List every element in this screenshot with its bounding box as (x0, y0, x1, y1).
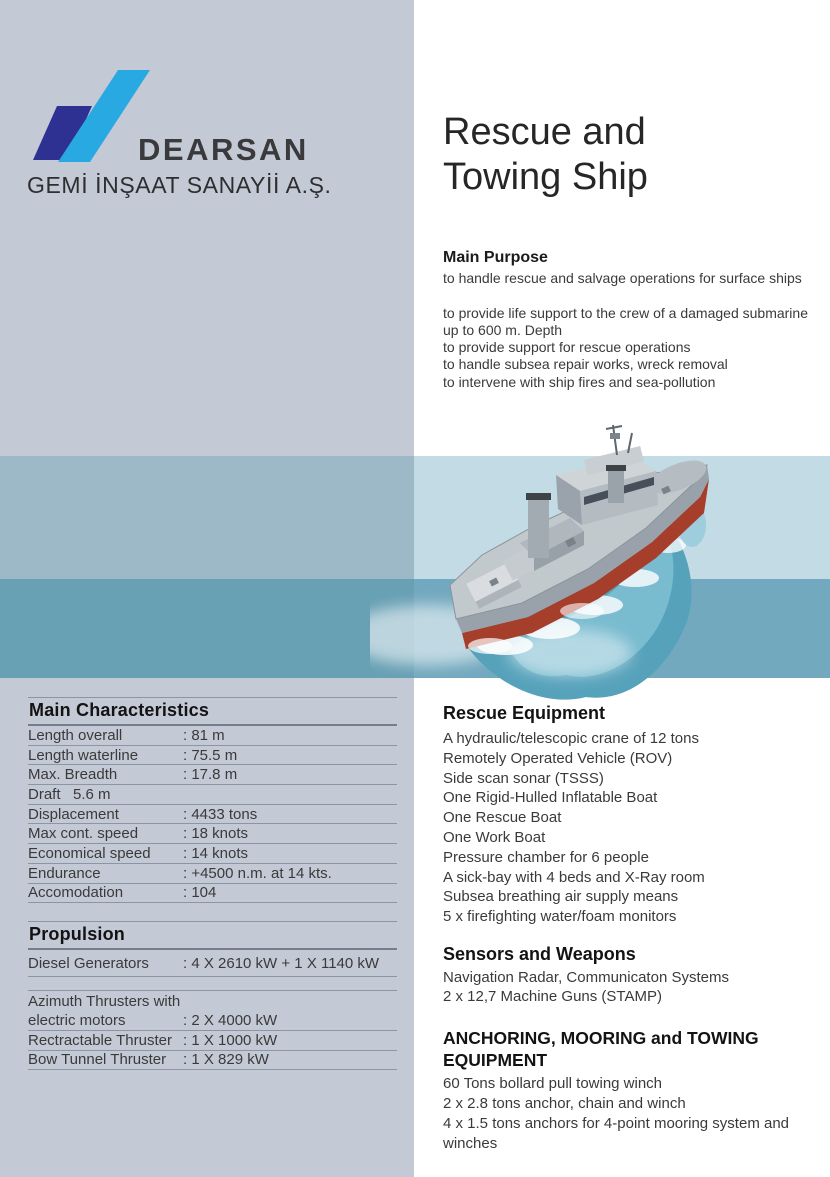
spec-label: Accomodation (28, 884, 124, 902)
spec-label: Draft 5.6 m (28, 785, 111, 803)
spec-label: Max. Breadth (28, 766, 118, 784)
purpose-line: to handle rescue and salvage operations for surface ships (443, 270, 802, 286)
spec-label: Bow Tunnel Thruster (28, 1051, 167, 1069)
main-purpose-lines (443, 270, 827, 391)
thrusters-rows (28, 990, 397, 1070)
main-purpose-section (443, 249, 827, 391)
spec-value: : 17.8 m (183, 766, 238, 784)
specifications-column (28, 697, 397, 1070)
equipment-column (443, 697, 827, 1154)
table-row (28, 765, 397, 785)
spec-value: : 2 X 4000 kW (183, 1012, 278, 1030)
list-item: Side scan sonar (TSSS) (443, 769, 604, 787)
list-item: One Rescue Boat (443, 809, 562, 827)
page-title-line1: Rescue and (443, 111, 646, 153)
table-row (28, 824, 397, 844)
table-gap (28, 977, 397, 990)
spec-value: : 4 X 2610 kW + 1 X 1140 kW (183, 954, 380, 972)
list-item: 2 x 12,7 Machine Guns (STAMP) (443, 988, 662, 1006)
spec-value: : +4500 n.m. at 14 kts. (183, 864, 332, 882)
purpose-line: to provide life support to the crew of a damaged submarine (443, 304, 808, 321)
spec-label: Length overall (28, 726, 123, 744)
sensors-weapons-list (443, 968, 827, 1007)
hero-band-lower-left (0, 579, 414, 678)
propulsion-heading: Propulsion (28, 921, 397, 950)
table-row (28, 864, 397, 884)
spec-label: Endurance (28, 864, 101, 882)
list-item: A hydraulic/telescopic crane of 12 tons (443, 730, 699, 747)
sensors-weapons-heading: Sensors and Weapons (443, 943, 636, 964)
spec-label: Length waterline (28, 746, 139, 764)
hero-band-upper-left (0, 456, 414, 579)
sensors-weapons-section (443, 944, 827, 1007)
spec-label: Azimuth Thrusters with (28, 992, 181, 1010)
main-characteristics-heading: Main Characteristics (28, 697, 397, 726)
list-item: 4 x 1.5 tons anchors for 4-point mooring system and winches (443, 1114, 790, 1152)
purpose-line: to provide support for rescue operations (443, 339, 691, 356)
dearsan-logo (27, 68, 367, 208)
brand-subtitle: GEMİ İNŞAAT SANAYİİ A.Ş. (27, 172, 332, 198)
anchoring-heading-line2: EQUIPMENT (443, 1049, 548, 1070)
list-item: 60 Tons bollard pull towing winch (443, 1074, 663, 1092)
page-title-line2: Towing Ship (443, 156, 648, 198)
purpose-line (443, 287, 827, 304)
table-row (28, 991, 397, 1011)
spec-value: : 1 X 1000 kW (183, 1031, 278, 1049)
table-row (28, 746, 397, 766)
main-purpose-heading: Main Purpose (443, 249, 548, 266)
anchoring-heading-line1: ANCHORING, MOORING and TOWING (443, 1027, 759, 1048)
spec-label: Displacement (28, 805, 119, 823)
propulsion-table (28, 921, 397, 1070)
list-item: Remotely Operated Vehicle (ROV) (443, 749, 673, 767)
spec-value: : 81 m (183, 726, 225, 744)
spec-value: : 104 (183, 884, 217, 902)
spec-value: : 4433 tons (183, 805, 258, 823)
main-characteristics-rows (28, 726, 397, 903)
main-characteristics-table (28, 697, 397, 903)
table-row (28, 726, 397, 746)
list-item: One Work Boat (443, 828, 546, 846)
list-item: Subsea breathing air supply means (443, 888, 679, 906)
table-row (28, 950, 397, 977)
table-row (28, 805, 397, 825)
purpose-line: up to 600 m. Depth (443, 321, 563, 338)
spec-value: : 18 knots (183, 825, 249, 843)
spec-label: Economical speed (28, 844, 151, 862)
table-row (28, 1051, 397, 1071)
table-row (28, 884, 397, 904)
rescue-equipment-section (443, 703, 827, 927)
spec-label: Max cont. speed (28, 825, 139, 843)
purpose-line: to intervene with ship fires and sea-pollution (443, 373, 716, 390)
rescue-equipment-heading: Rescue Equipment (443, 703, 606, 723)
page-title (443, 110, 648, 200)
brand-name: DEARSAN (138, 132, 309, 167)
list-item: One Rigid-Hulled Inflatable Boat (443, 789, 658, 807)
list-item: Navigation Radar, Communicaton Systems (443, 968, 729, 986)
list-item: 2 x 2.8 tons anchor, chain and winch (443, 1094, 686, 1112)
spec-value: : 75.5 m (183, 746, 238, 764)
table-row (28, 1031, 397, 1051)
spec-value: : 1 X 829 kW (183, 1051, 269, 1069)
anchoring-list (443, 1074, 827, 1154)
list-item: Pressure chamber for 6 people (443, 848, 649, 866)
spec-value: : 14 knots (183, 844, 249, 862)
rescue-equipment-list (443, 729, 827, 927)
list-item: 5 x firefighting water/foam monitors (443, 908, 677, 926)
table-row (28, 844, 397, 864)
spec-label: Diesel Generators (28, 954, 149, 972)
spec-label: electric motors (28, 1012, 126, 1030)
table-row (28, 785, 397, 805)
purpose-line: to handle subsea repair works, wreck removal (443, 356, 728, 373)
anchoring-section (443, 1027, 827, 1154)
spec-label: Rectractable Thruster (28, 1031, 172, 1049)
list-item: A sick-bay with 4 beds and X-Ray room (443, 868, 705, 886)
table-row (28, 1011, 397, 1031)
